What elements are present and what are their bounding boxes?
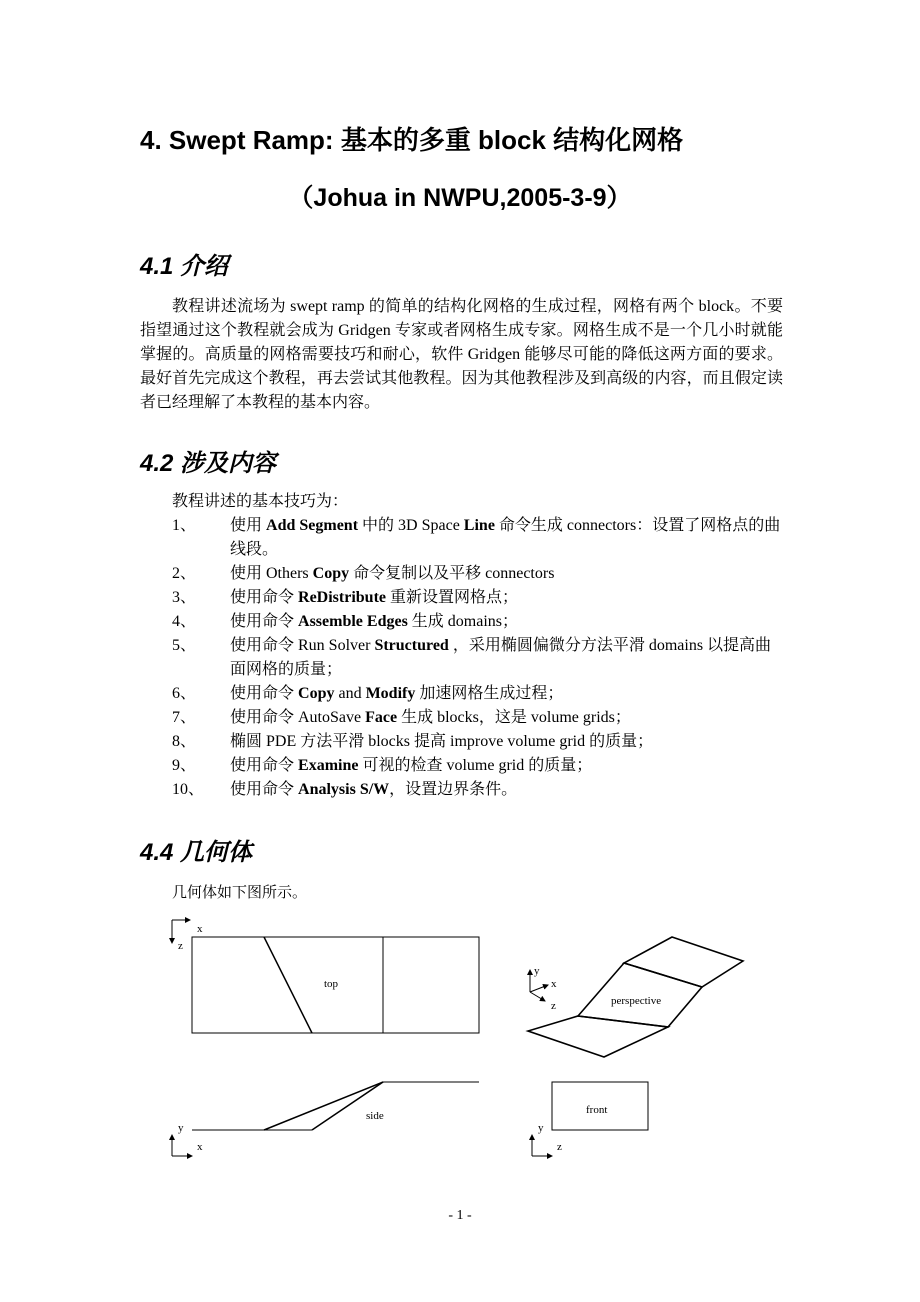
command-name: Modify <box>365 685 416 702</box>
front-axis-y: y <box>538 1122 544 1134</box>
side-view-label: side <box>366 1110 384 1122</box>
item-text: 生成 domains； <box>407 613 519 630</box>
item-text: 命令生成 connectors：设置了网格点的曲线段。 <box>230 517 781 558</box>
item-text: 命令复制以及平移 connectors <box>349 565 555 582</box>
item-text: 可视的检查 volume grid 的质量； <box>358 757 593 774</box>
command-name: Copy <box>312 565 350 582</box>
item-text: and <box>334 685 366 702</box>
document-title: 4. Swept Ramp: 基本的多重 block 结构化网格 <box>140 125 684 155</box>
list-number: 5、 <box>172 637 197 654</box>
front-view-label: front <box>586 1104 608 1116</box>
item-text: 使用命令 <box>230 613 299 630</box>
item-text: ，设置边界条件。 <box>389 781 518 798</box>
front-axis-z: z <box>557 1141 562 1153</box>
perspective-view-label: perspective <box>611 995 662 1007</box>
side-view <box>192 1082 479 1130</box>
list-number: 1、 <box>172 517 197 534</box>
item-text: 生成 blocks，这是 volume grids； <box>397 709 631 726</box>
side-axis-y: y <box>178 1122 184 1134</box>
contents-intro: 教程讲述的基本技巧为： <box>172 493 349 510</box>
command-name: Add Segment <box>266 517 359 534</box>
list-number: 4、 <box>172 613 197 630</box>
list-number: 6、 <box>172 685 197 702</box>
section-heading-contents: 4.2 涉及内容 <box>140 450 277 477</box>
command-name: Analysis S/W <box>298 781 390 798</box>
command-name: Examine <box>298 757 359 774</box>
item-text: 使用命令 <box>230 589 299 606</box>
list-number: 10、 <box>172 781 205 798</box>
command-name: Face <box>365 709 398 726</box>
list-number: 3、 <box>172 589 197 606</box>
list-number: 7、 <box>172 709 197 726</box>
command-name: ReDistribute <box>298 589 386 606</box>
item-text: 使用命令 <box>230 685 299 702</box>
item-text: 使用命令 <box>230 781 299 798</box>
item-text: 椭圆 PDE 方法平滑 blocks 提高 improve volume grid 的质量； <box>230 733 654 750</box>
list-number: 8、 <box>172 733 197 750</box>
item-text: 加速网格生成过程； <box>415 685 564 702</box>
top-axis-x: x <box>197 923 203 935</box>
perspective-axis-x: x <box>551 978 557 990</box>
command-name: Line <box>463 517 495 534</box>
command-name: Assemble Edges <box>298 613 408 630</box>
item-text: 使用命令 <box>230 757 299 774</box>
item-text: ，采用椭圆偏微分方法平滑 domains 以提高曲面网格的质量； <box>230 637 772 678</box>
item-text: 使用 <box>230 517 267 534</box>
intro-paragraph: 教程讲述流场为 swept ramp 的简单的结构化网格的生成过程，网格有两个 block。不要指望通过这个教程就会成为 Gridgen 专家或者网格生成专家。网格生成不是一个几小时就能掌握的。高质量的网格需要技巧和耐心，软件 Gridgen 能够尽可能的降低这两方面的要求。最好首先完成这个教程，再去尝试其他教程。因为其他教程涉及到高级的内容，而且假定读者已经理解了本教程的基本内容。 <box>140 298 783 411</box>
document-subtitle: （Johua in NWPU,2005-3-9） <box>288 184 632 212</box>
list-number: 2、 <box>172 565 197 582</box>
list-number: 9、 <box>172 757 197 774</box>
top-view-label: top <box>324 978 339 990</box>
command-name: Structured <box>374 637 449 654</box>
side-axis-x: x <box>197 1141 203 1153</box>
item-text: 重新设置网格点； <box>386 589 519 606</box>
page-number: - 1 - <box>448 1208 472 1223</box>
perspective-axis-y: y <box>534 965 540 977</box>
item-text: 中的 3D Space <box>358 517 464 534</box>
top-axis-z: z <box>178 940 183 952</box>
item-text: 使用命令 Run Solver <box>230 637 375 654</box>
section-heading-intro: 4.1 介绍 <box>140 253 229 280</box>
command-name: Copy <box>298 685 335 702</box>
perspective-axis-z: z <box>551 1000 556 1012</box>
item-text: 使用命令 AutoSave <box>230 709 366 726</box>
front-axis-icon <box>532 1135 552 1156</box>
figure-caption: 几何体如下图所示。 <box>172 885 308 901</box>
side-axis-icon <box>172 1135 192 1156</box>
section-heading-geometry: 4.4 几何体 <box>140 839 253 866</box>
item-text: 使用 Others <box>230 565 313 582</box>
